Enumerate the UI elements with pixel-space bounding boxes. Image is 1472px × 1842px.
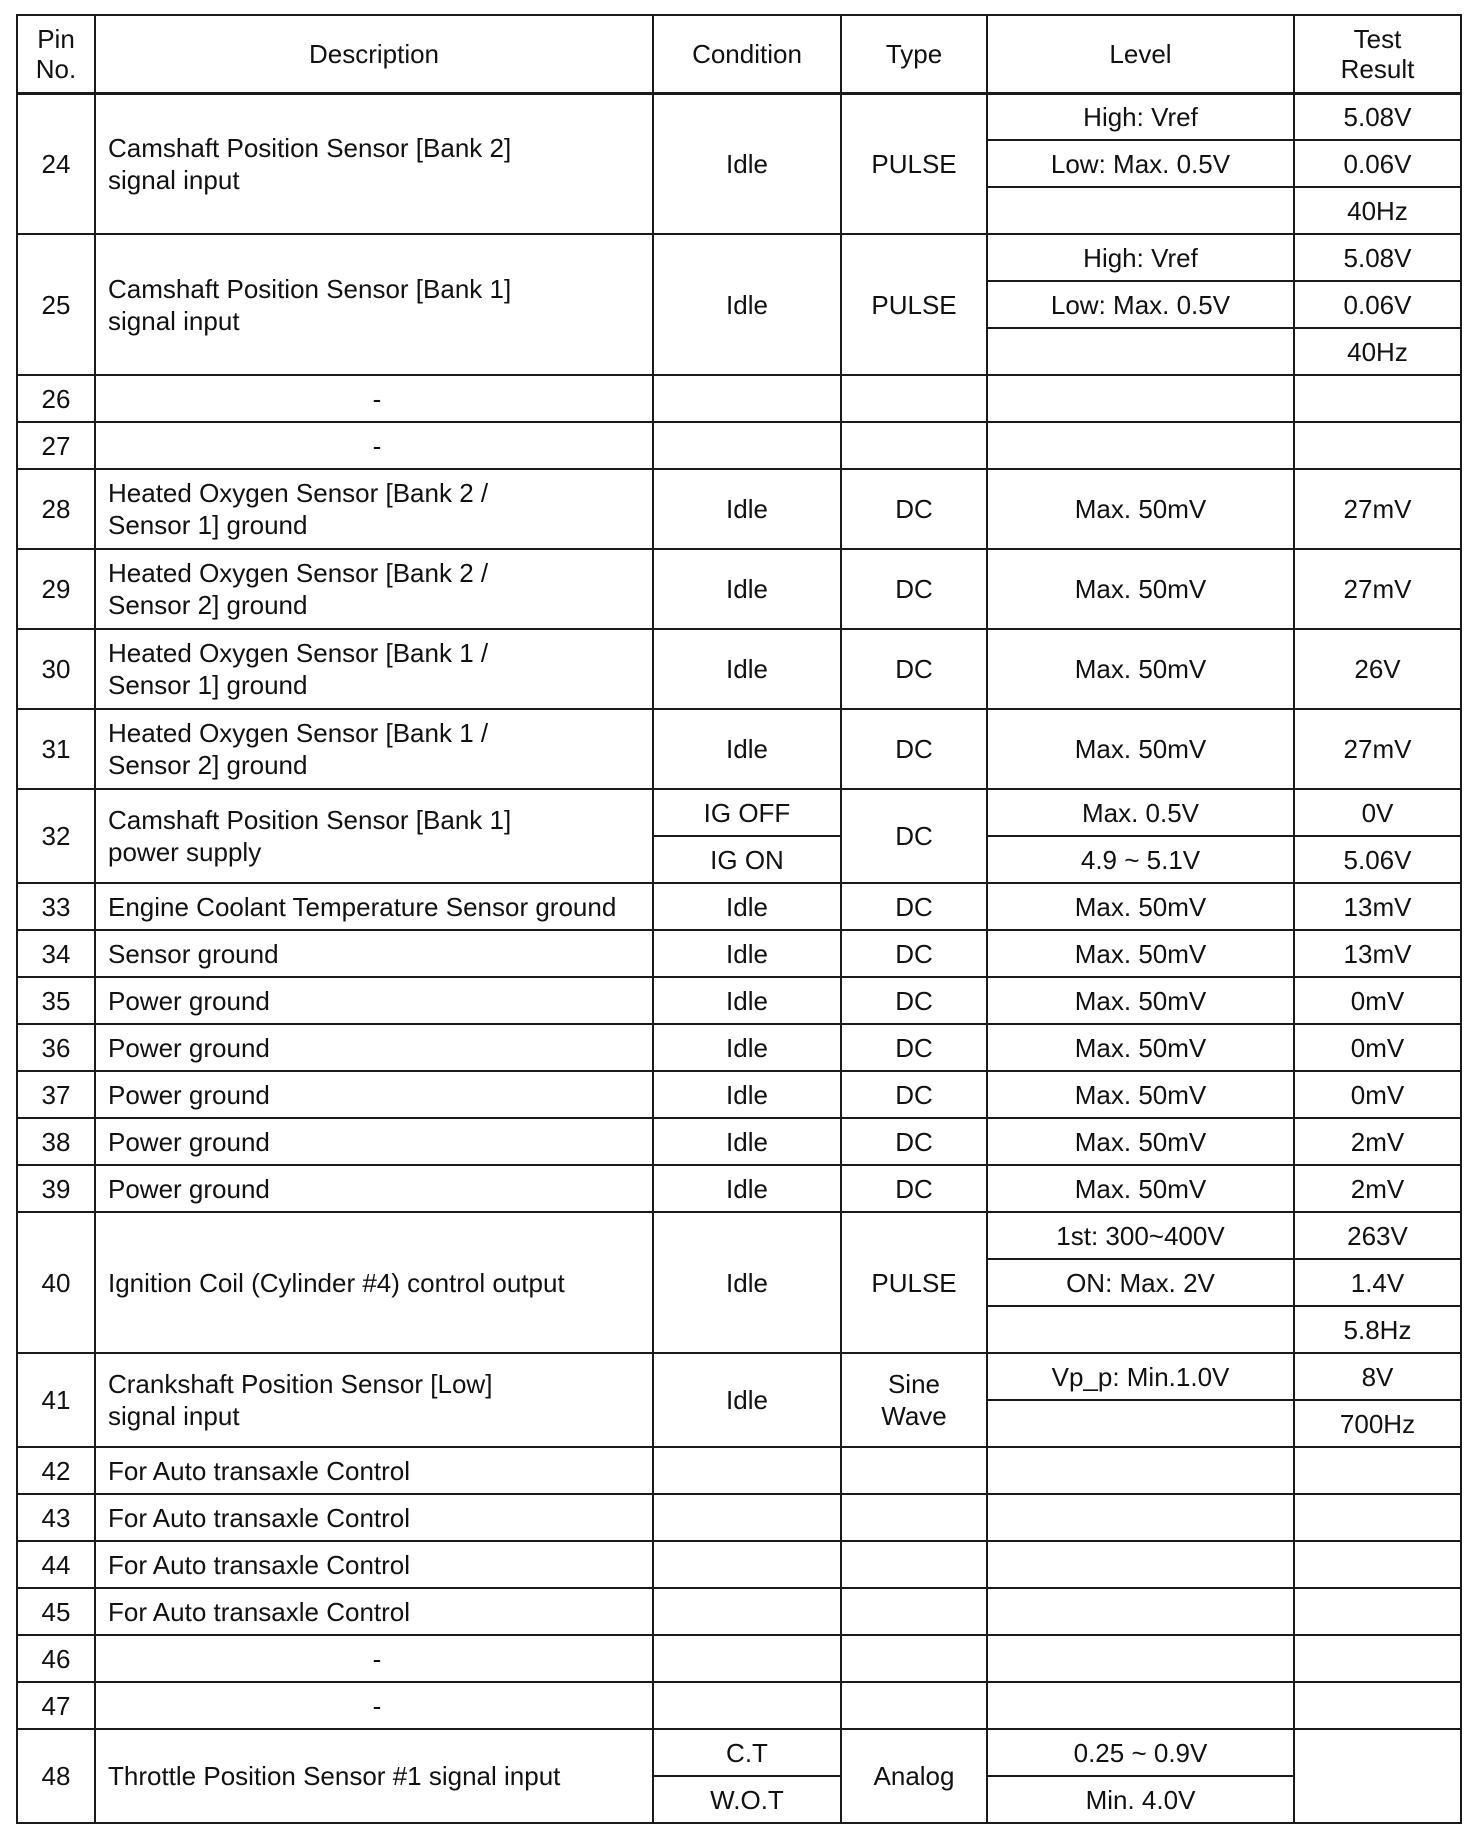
- pin-test-result: 27mV: [1294, 469, 1461, 549]
- description-text: Crankshaft Position Sensor [Low] signal input: [108, 1369, 493, 1431]
- pin-description: [95, 629, 653, 709]
- pin-level: Max. 50mV: [987, 883, 1294, 930]
- pin-description: Ignition Coil (Cylinder #4) control output: [95, 1212, 653, 1353]
- type-line2: Wave: [881, 1401, 947, 1431]
- pin-level: [987, 1635, 1294, 1682]
- table-row: [17, 1729, 1461, 1776]
- header-type: Type: [841, 15, 987, 93]
- pin-level: [987, 1682, 1294, 1729]
- pin-condition: W.O.T: [653, 1776, 841, 1823]
- pin-condition: Idle: [653, 234, 841, 375]
- header-condition: Condition: [653, 15, 841, 93]
- pin-description: [95, 709, 653, 789]
- pin-number: 40: [17, 1212, 95, 1353]
- header-test-result: [1294, 15, 1461, 93]
- table-row: [17, 789, 1461, 836]
- pin-level: Max. 50mV: [987, 977, 1294, 1024]
- pin-type: [841, 1447, 987, 1494]
- table-row: [17, 1541, 1461, 1588]
- description-text: Camshaft Position Sensor [Bank 1] signal input: [108, 273, 512, 336]
- pin-type: [841, 375, 987, 422]
- pin-level: [987, 1447, 1294, 1494]
- pin-test-result: [1294, 1494, 1461, 1541]
- pin-type: DC: [841, 1071, 987, 1118]
- description-text: Heated Oxygen Sensor [Bank 2 / Sensor 2] ground: [108, 558, 489, 620]
- pin-level: Max. 50mV: [987, 549, 1294, 629]
- pin-condition: Idle: [653, 1024, 841, 1071]
- pin-condition: Idle: [653, 1165, 841, 1212]
- pin-condition: [653, 1494, 841, 1541]
- pin-type: DC: [841, 549, 987, 629]
- pin-level: ON: Max. 2V: [987, 1259, 1294, 1306]
- pin-level: [987, 1306, 1294, 1353]
- table-row: [17, 883, 1461, 930]
- pin-level: Max. 50mV: [987, 709, 1294, 789]
- pin-number: 27: [17, 422, 95, 469]
- pin-level: Max. 50mV: [987, 629, 1294, 709]
- pin-condition: IG OFF: [653, 789, 841, 836]
- pin-description: [95, 469, 653, 549]
- pin-type: DC: [841, 469, 987, 549]
- table-row: [17, 234, 1461, 281]
- pin-level: Low: Max. 0.5V: [987, 281, 1294, 328]
- pin-level: Min. 4.0V: [987, 1776, 1294, 1823]
- pin-test-result: 0V: [1294, 789, 1461, 836]
- pin-number: 37: [17, 1071, 95, 1118]
- pin-test-result: 40Hz: [1294, 187, 1461, 234]
- pin-level: [987, 1541, 1294, 1588]
- pin-number: 35: [17, 977, 95, 1024]
- table-row: [17, 1118, 1461, 1165]
- pin-type: [841, 1588, 987, 1635]
- pin-description: For Auto transaxle Control: [95, 1541, 653, 1588]
- pin-description: Throttle Position Sensor #1 signal input: [95, 1729, 653, 1823]
- pin-test-result: 0mV: [1294, 977, 1461, 1024]
- pin-test-result: [1294, 1447, 1461, 1494]
- pin-description: For Auto transaxle Control: [95, 1447, 653, 1494]
- header-row: [17, 15, 1461, 93]
- pin-type: DC: [841, 1118, 987, 1165]
- pin-test-result: 5.06V: [1294, 836, 1461, 883]
- pin-description: Sensor ground: [95, 930, 653, 977]
- pin-type: [841, 422, 987, 469]
- header-result-line1: Test: [1353, 23, 1402, 54]
- pin-type: [841, 1353, 987, 1447]
- table-row: [17, 1024, 1461, 1071]
- pin-condition: [653, 422, 841, 469]
- pin-type: PULSE: [841, 1212, 987, 1353]
- pin-test-result: 26V: [1294, 629, 1461, 709]
- pin-number: 48: [17, 1729, 95, 1823]
- table-row: [17, 93, 1461, 140]
- pin-number: 33: [17, 883, 95, 930]
- pin-number: 28: [17, 469, 95, 549]
- pin-type: [841, 1541, 987, 1588]
- pin-level: High: Vref: [987, 93, 1294, 140]
- pin-test-result: 0mV: [1294, 1024, 1461, 1071]
- table-row: [17, 469, 1461, 549]
- pin-description: [95, 93, 653, 234]
- pin-test-result: 2mV: [1294, 1165, 1461, 1212]
- pin-level: Max. 50mV: [987, 1165, 1294, 1212]
- pin-condition: [653, 1635, 841, 1682]
- pin-number: 25: [17, 234, 95, 375]
- pin-level: [987, 1494, 1294, 1541]
- description-text: Heated Oxygen Sensor [Bank 1 / Sensor 1] ground: [108, 638, 489, 700]
- pin-description: Power ground: [95, 1071, 653, 1118]
- pin-level: Max. 50mV: [987, 469, 1294, 549]
- pin-number: 36: [17, 1024, 95, 1071]
- pin-test-result: [1294, 1541, 1461, 1588]
- pin-test-result: [1294, 1729, 1461, 1823]
- header-pin-no: [17, 15, 95, 93]
- pin-level: Max. 50mV: [987, 1024, 1294, 1071]
- pin-number: 31: [17, 709, 95, 789]
- table-row: [17, 1071, 1461, 1118]
- table-row: [17, 1588, 1461, 1635]
- pin-type: Analog: [841, 1729, 987, 1823]
- pin-level: [987, 1400, 1294, 1447]
- pin-description: [95, 549, 653, 629]
- pin-number: 39: [17, 1165, 95, 1212]
- pin-level: High: Vref: [987, 234, 1294, 281]
- description-text: Heated Oxygen Sensor [Bank 2 / Sensor 1] ground: [108, 478, 489, 540]
- description-text: Heated Oxygen Sensor [Bank 1 / Sensor 2] ground: [108, 718, 489, 780]
- table-row: [17, 1494, 1461, 1541]
- header-pin-line1: Pin: [37, 23, 75, 54]
- pin-type: [841, 1494, 987, 1541]
- pin-test-result: [1294, 375, 1461, 422]
- pin-description: [95, 789, 653, 883]
- pin-condition: [653, 1682, 841, 1729]
- pin-test-result: 13mV: [1294, 883, 1461, 930]
- pin-test-result: 5.08V: [1294, 234, 1461, 281]
- pin-test-result: 8V: [1294, 1353, 1461, 1400]
- pin-condition: Idle: [653, 1071, 841, 1118]
- pin-type: PULSE: [841, 93, 987, 234]
- pin-description: Power ground: [95, 1024, 653, 1071]
- pin-condition: Idle: [653, 883, 841, 930]
- pin-level: Vp_p: Min.1.0V: [987, 1353, 1294, 1400]
- pin-level: [987, 422, 1294, 469]
- pin-test-result: [1294, 1588, 1461, 1635]
- pin-number: 43: [17, 1494, 95, 1541]
- pin-test-result: 27mV: [1294, 709, 1461, 789]
- pin-condition: Idle: [653, 930, 841, 977]
- pin-test-result: 1.4V: [1294, 1259, 1461, 1306]
- pin-condition: Idle: [653, 977, 841, 1024]
- pin-level: 0.25 ~ 0.9V: [987, 1729, 1294, 1776]
- pin-condition: Idle: [653, 469, 841, 549]
- header-result-line2: Result: [1340, 53, 1415, 84]
- table-row: [17, 1212, 1461, 1259]
- header-description: Description: [95, 15, 653, 93]
- pin-number: 45: [17, 1588, 95, 1635]
- pin-test-result: 263V: [1294, 1212, 1461, 1259]
- pin-description: -: [95, 1682, 653, 1729]
- pin-level: Low: Max. 0.5V: [987, 140, 1294, 187]
- pin-condition: IG ON: [653, 836, 841, 883]
- pin-type: [841, 1682, 987, 1729]
- pin-type: [841, 1635, 987, 1682]
- pin-number: 46: [17, 1635, 95, 1682]
- pin-condition: Idle: [653, 629, 841, 709]
- pin-description: -: [95, 422, 653, 469]
- pin-level: [987, 187, 1294, 234]
- pin-condition: Idle: [653, 1212, 841, 1353]
- pin-test-result: 5.08V: [1294, 93, 1461, 140]
- pin-level: 4.9 ~ 5.1V: [987, 836, 1294, 883]
- pin-level: Max. 50mV: [987, 930, 1294, 977]
- pin-level: [987, 375, 1294, 422]
- pin-test-result: 40Hz: [1294, 328, 1461, 375]
- header-level: Level: [987, 15, 1294, 93]
- pin-test-result: [1294, 1635, 1461, 1682]
- pin-type: DC: [841, 883, 987, 930]
- pin-number: 26: [17, 375, 95, 422]
- pin-specification-table: [16, 14, 1462, 1824]
- pin-condition: C.T: [653, 1729, 841, 1776]
- type-line1: Sine: [887, 1369, 941, 1399]
- pin-number: 29: [17, 549, 95, 629]
- pin-number: 42: [17, 1447, 95, 1494]
- table-row: [17, 1682, 1461, 1729]
- pin-description: [95, 1353, 653, 1447]
- table-row: [17, 629, 1461, 709]
- pin-test-result: 0.06V: [1294, 281, 1461, 328]
- header-pin-line2: No.: [35, 53, 77, 84]
- pin-test-result: 27mV: [1294, 549, 1461, 629]
- table-row: [17, 549, 1461, 629]
- description-text: Camshaft Position Sensor [Bank 2] signal input: [108, 132, 512, 195]
- pin-number: 47: [17, 1682, 95, 1729]
- description-text: Camshaft Position Sensor [Bank 1] power supply: [108, 805, 512, 867]
- table-row: [17, 1353, 1461, 1400]
- pin-type: DC: [841, 629, 987, 709]
- pin-description: -: [95, 1635, 653, 1682]
- pin-type: DC: [841, 789, 987, 883]
- pin-level: 1st: 300~400V: [987, 1212, 1294, 1259]
- pin-number: 34: [17, 930, 95, 977]
- pin-description: -: [95, 375, 653, 422]
- pin-condition: Idle: [653, 93, 841, 234]
- pin-description: For Auto transaxle Control: [95, 1494, 653, 1541]
- table-row: [17, 977, 1461, 1024]
- pin-condition: Idle: [653, 1353, 841, 1447]
- table-row: [17, 930, 1461, 977]
- pin-number: 38: [17, 1118, 95, 1165]
- pin-condition: Idle: [653, 1118, 841, 1165]
- pin-type: DC: [841, 709, 987, 789]
- pin-description: Power ground: [95, 1165, 653, 1212]
- table-row: [17, 1447, 1461, 1494]
- pin-description: For Auto transaxle Control: [95, 1588, 653, 1635]
- pin-number: 44: [17, 1541, 95, 1588]
- table-row: [17, 422, 1461, 469]
- pin-test-result: 0.06V: [1294, 140, 1461, 187]
- table-row: [17, 709, 1461, 789]
- pin-level: Max. 50mV: [987, 1071, 1294, 1118]
- pin-type: DC: [841, 1024, 987, 1071]
- pin-test-result: [1294, 1682, 1461, 1729]
- pin-level: Max. 50mV: [987, 1118, 1294, 1165]
- pin-description: Power ground: [95, 1118, 653, 1165]
- pin-type: DC: [841, 930, 987, 977]
- pin-number: 32: [17, 789, 95, 883]
- pin-test-result: [1294, 422, 1461, 469]
- pin-type: DC: [841, 1165, 987, 1212]
- pin-level: Max. 0.5V: [987, 789, 1294, 836]
- pin-test-result: 2mV: [1294, 1118, 1461, 1165]
- pin-type: DC: [841, 977, 987, 1024]
- pin-number: 30: [17, 629, 95, 709]
- pin-test-result: 5.8Hz: [1294, 1306, 1461, 1353]
- pin-condition: [653, 1588, 841, 1635]
- pin-condition: [653, 375, 841, 422]
- pin-test-result: 0mV: [1294, 1071, 1461, 1118]
- table-row: [17, 1165, 1461, 1212]
- pin-description: [95, 234, 653, 375]
- pin-number: 24: [17, 93, 95, 234]
- pin-description: Power ground: [95, 977, 653, 1024]
- pin-test-result: 700Hz: [1294, 1400, 1461, 1447]
- table-row: [17, 1635, 1461, 1682]
- pin-condition: Idle: [653, 709, 841, 789]
- pin-level: [987, 328, 1294, 375]
- pin-level: [987, 1588, 1294, 1635]
- pin-description: Engine Coolant Temperature Sensor ground: [95, 883, 653, 930]
- pin-condition: [653, 1541, 841, 1588]
- pin-number: 41: [17, 1353, 95, 1447]
- pin-condition: [653, 1447, 841, 1494]
- pin-type: PULSE: [841, 234, 987, 375]
- pin-condition: Idle: [653, 549, 841, 629]
- pin-test-result: 13mV: [1294, 930, 1461, 977]
- table-row: [17, 375, 1461, 422]
